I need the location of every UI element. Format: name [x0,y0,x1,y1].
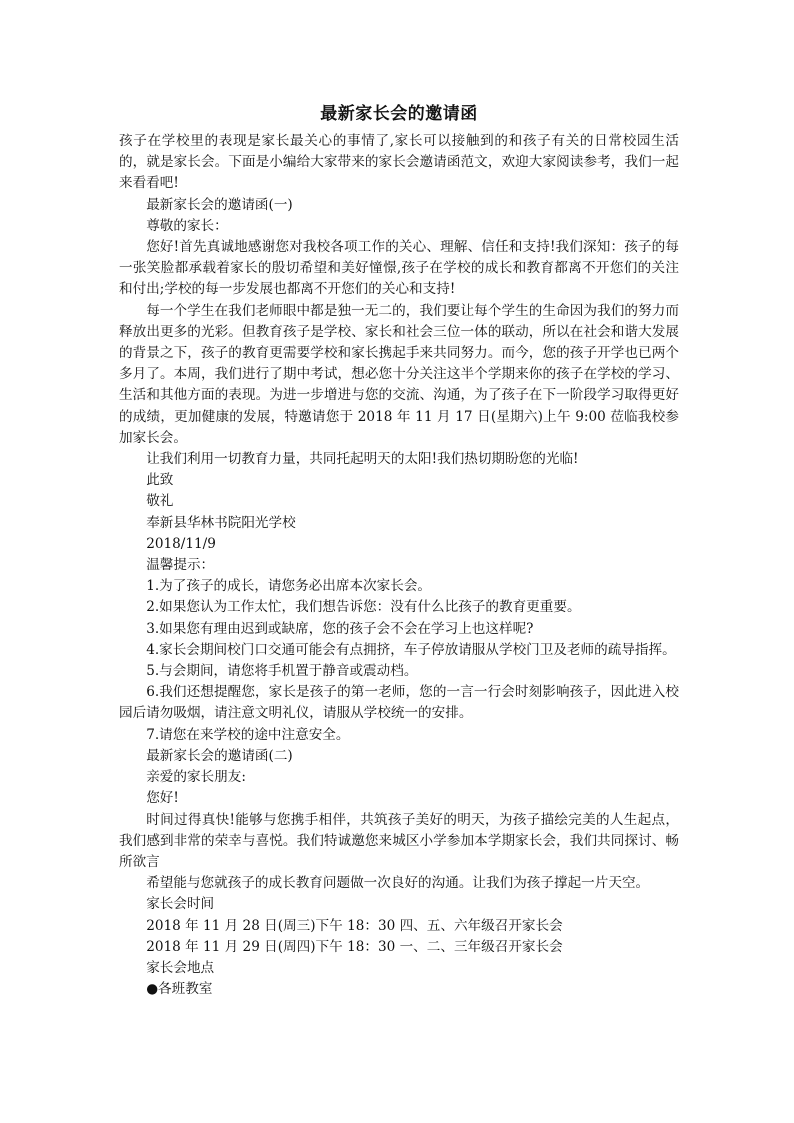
document-body [119,131,679,1000]
paragraph: 2.如果您认为工作太忙，我们想告诉您：没有什么比孩子的教育更重要。 [146,599,581,616]
paragraph: 最新家长会的邀请函(二) [146,747,293,764]
document-title: 最新家长会的邀请函 [320,104,478,124]
paragraph: 家长会地点 [146,959,215,976]
paragraph: 时间过得真快!能够与您携手相伴，共筑孩子美好的明天，为孩子描绘完美的人生起点，我们感到非常的荣幸与喜悦。我们特诚邀您来城区小学参加本学期家长会，我们共同探讨、畅所欲言 [119,811,679,870]
paragraph: 5.与会期间，请您将手机置于静音或震动档。 [146,663,418,680]
paragraph: 1.为了孩子的成长，请您务必出席本次家长会。 [146,578,432,595]
paragraph: 此致 [146,472,174,489]
paragraph: 您好! [146,790,179,807]
paragraph: ●各班教室 [146,981,213,998]
paragraph: 尊敬的家长： [146,217,228,234]
paragraph: 每一个学生在我们老师眼中都是独一无二的，我们要让每个学生的生命因为我们的努力而释放出更多的光彩。但教育孩子是学校、家长和社会三位一体的联动，所以在社会和谐大发展的背景之下，孩子的教育更需要学校和家长携起手来共同努力。而今，您的孩子开学也已两个多月了。本周，我们进行了期中考试，想必您十分关注这半个学期来你的孩子在学校的学习、生活和其他方面的表现。为进一步增进与您的交流、沟通，为了孩子在下一阶段学习取得更好的成绩，更加健康的发展，特邀请您于 2018 年 11 月 17 日(星期六)上午 9:00 莅临我校参加家长会。 [119,302,679,446]
paragraph: 您好!首先真诚地感谢您对我校各项工作的关心、理解、信任和支持!我们深知：孩子的每一张笑脸都承载着家长的殷切希望和美好憧憬,孩子在学校的成长和教育都离不开您们的关注和付出;学校的每一步发展也都离不开您们的关心和支持! [119,239,679,298]
paragraph: 敬礼 [146,493,174,510]
paragraph: 亲爱的家长朋友: [146,769,246,786]
paragraph: 4.家长会期间校门口交通可能会有点拥挤，车子停放请服从学校门卫及老师的疏导指挥。 [146,641,676,658]
paragraph: 2018 年 11 月 28 日(周三)下午 18：30 四、五、六年级召开家长会 [146,917,563,934]
paragraph: 3.如果您有理由迟到或缺席，您的孩子会不会在学习上也这样呢? [146,620,534,637]
paragraph: 让我们利用一切教育力量，共同托起明天的太阳!我们热切期盼您的光临! [146,451,579,468]
paragraph: 希望能与您就孩子的成长教育问题做一次良好的沟通。让我们为孩子撑起一片天空。 [146,875,650,892]
paragraph: 2018 年 11 月 29 日(周四)下午 18：30 一、二、三年级召开家长会 [146,938,563,955]
paragraph: 2018/11/9 [146,535,216,552]
paragraph: 家长会时间 [146,896,215,913]
paragraph: 最新家长会的邀请函(一) [146,196,293,213]
document-page [119,103,679,1000]
paragraph: 孩子在学校里的表现是家长最关心的事情了,家长可以接触到的和孩子有关的日常校园生活的，就是家长会。下面是小编给大家带来的家长会邀请函范文，欢迎大家阅读参考，我们一起来看看吧! [119,133,679,192]
paragraph: 7.请您在来学校的途中注意安全。 [146,726,350,743]
paragraph: 奉新县华林书院阳光学校 [146,514,296,531]
paragraph: 6.我们还想提醒您，家长是孩子的第一老师，您的一言一行会时刻影响孩子，因此进入校园后请勿吸烟，请注意文明礼仪，请服从学校统一的安排。 [119,684,679,722]
paragraph: 温馨提示： [146,557,215,574]
